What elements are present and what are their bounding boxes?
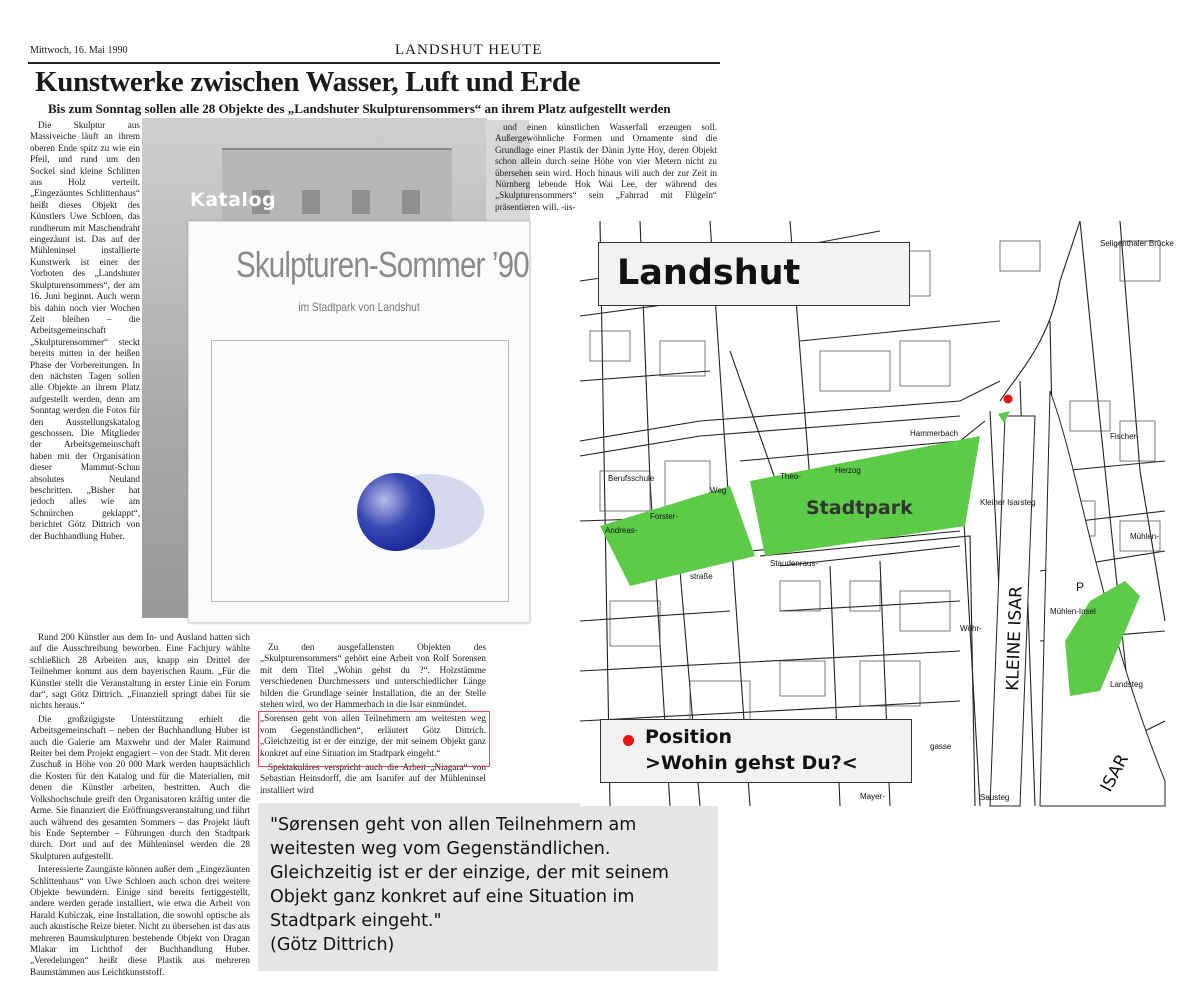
photo-window [352,190,370,214]
map-title: Landshut [617,253,801,293]
label-berufsschule: Berufsschule [608,474,655,483]
position-dot-icon [623,735,634,746]
label-gasse: gasse [930,742,952,751]
catalog-sphere-graphic [339,462,489,572]
quote-author: (Götz Dittrich) [270,935,395,955]
position-marker [1004,395,1013,404]
quote-text: "Sørensen geht von allen Teilnehmern am weitesten weg vom Gegenständlichen. Gleichzeitig ist er der einzige, der mit seinem Objekt ganz konkret auf eine Situation im Stadtpark eingeht." [270,815,669,931]
quote-highlight-box [258,711,490,767]
label-parking: P [1076,580,1085,594]
label-strasse: straße [690,572,713,581]
label-muehlen: Mühlen- [1130,532,1159,541]
label-theo: Theo- [780,472,801,481]
label-mayer: Mayer- [860,792,885,801]
label-kleiner-isarsteg: Kleiner Isarsteg [980,498,1036,507]
catalog-title: Skulpturen-Sommer ’90 [236,244,529,285]
article-paragraph: und einen künstlichen Wasserfall erzeugen soll. Außergewöhnliche Formen und Ornamente sind die Grundlage einer Plastik der Dänin Jytte Hoy, deren Objekt schon allein durch seine Höhe von vier Metern nicht zu übersehen sein wird. Hoch hinaus will auch der zur Zeit in Nürnberg lebende Hok Wai Lee, der während des „Skulpturensommers“ sein „Fahrrad mit Flügeln“ präsentieren will. -üs- [495,122,717,212]
article-paragraph: Spektakuläres verspricht auch die Arbeit „Niagara“ von Sebastian Heinsdorff, die am Isarufer auf der Mühleninsel installiert wird [260,762,486,795]
article-paragraph: Interessierte Zaungäste können außer dem „Eingezäunten Schlittenhaus“ von Uwe Schloen auch schon drei weitere Objekte bewundern. Einige sind bereits fertiggestellt, andere werden gerade installiert, wie etwa die Arbeit von Harald Kubiczak, eine Installation, die sowohl optische als auch akustische Reize bietet. Nicht zu übersehen ist das aus mehreren Baumskulpturen bestehende Objekt von Dragan Mlakar im Lichthof der Buchhandlung Huber. „Veredelungen“ heißt diese Plastik aus mehreren Baumstämmen aus Leichtkunststoff. [30,864,250,977]
photo-window [302,190,320,214]
label-muehlen-insel: Mühlen-Insel [1050,607,1096,616]
label-forster: Forster- [650,512,678,521]
newspaper-date: Mittwoch, 16. Mai 1990 [30,45,128,56]
river-label-isar: ISAR [1096,751,1133,796]
quote-text-block [270,813,715,957]
left-column-top [30,120,140,640]
article-paragraph: Rund 200 Künstler aus dem In- und Ausland hatten sich auf die Ausschreibung beworben. Eine Fachjury wählte schließlich 28 Arbeiten aus, knapp ein Drittel der Teilnehmer kommt aus dem bayerischen Raum. „Für die Künstler stellt die Veranstaltung in erster Linie ein Forum dar“, sagt Götz Dittrich. „Finanziell springt dabei für sie nichts heraus.“ [30,632,250,711]
highlighted-quote: „Sorensen geht von allen Teilnehmern am weitesten weg vom Gegenständlichen“, erläutert Götz Dittrich. „Gleichzeitig ist er der einzige, der mit seinem Objekt ganz konkret auf eine Situation im Stadtpark eingeht.“ [260,713,486,758]
masthead-rule [28,62,720,64]
newspaper-headline: Kunstwerke zwischen Wasser, Luft und Erde [35,66,581,98]
map-title-box [598,242,910,306]
label-herzog: Herzog [835,466,861,475]
label-fischer: Fischer- [1110,432,1139,441]
article-paragraph: Die großzügigste Unterstützung erhielt die Arbeitsgemeinschaft – neben der Buchhandlung Huber ist auch die Galerie am Maxwehr und der Maler Raimund Reiter bei dem Projekt engagiert – von der Stadt. Mit deren Zuschuß in Höhe von 20 000 Mark werden hauptsächlich die Kosten für den Katalog und für die Materialien, mit denen die Künstler arbeiten, bestritten. Auch die Volkshochschule greift den Organisatoren kräftig unter die Arme. Sie finanziert die Eröffnungsveranstaltung und führt auch während des gesamten Sommers – das Projekt läuft bis Ende September – Führungen durch den Stadtpark durch. Dort und auf der Mühleninsel werden die 28 Skulpturen aufgestellt. [30,713,250,861]
left-column-bottom [30,632,250,977]
catalog-label: Katalog [190,189,277,211]
position-label: Position [645,726,732,748]
article-paragraph: Zu den ausgefallensten Objekten des „Skulpturensommers“ gehört eine Arbeit von Rolf Sorensen mit dem Titel „Wohin gehst du ?“. Holzstämme verschiedenen Durchmessers und unterschiedlicher Länge bilden die Grundlage seiner Installation, die an der Stelle stehen wird, wo der Hammerbach in die Isar einmündet. [260,642,486,710]
article-paragraph: Die Skulptur aus Massiveiche läuft an ihrem oberen Ende spitz zu wie ein Pfeil, und rund um den Sockel sind kleine Schlitten aus Holz verteilt. „Eingezäuntes Schlittenhaus“ heißt dieses Objekt des Künstlers Uwe Schloen, das rundherum mit Maschendraht eingezäunt ist. Das auf der Mühleninsel installierte Kunstwerk ist einer der Vorboten des „Landshuter Skulpturensommers“, der am 16. Juni beginnt. Auch wenn bis dahin noch vier Wochen Zeit bleiben – die Arbeitsgemeinschaft „Skulpturensommer“ steckt bereits mitten in der heißen Phase der Vorbereitungen. In den nächsten Tagen sollen alle Objekte an ihrem Platz aufgestellt werden, denn am Sonntag werden die Fotos für den Ausstellungskatalog geschossen. Die Mitglieder der Arbeitsgemeinschaft haben mit der Organisation dieser Mammut-Schau absolutes Neuland beschritten. „Bisher hat jedoch alles wie am Schnürchen geklappt“, berichtet Götz Dittrich von der Buchhandlung Huber. [30,120,140,541]
label-seligenthaler: Seligenthaler Brücke [1100,239,1174,248]
river-label-kleine-isar: KLEINE ISAR [1003,585,1027,692]
label-landsteg: Landsteg [1110,680,1143,689]
label-weg: Weg [710,486,727,495]
newspaper-subheadline: Bis zum Sonntag sollen alle 28 Objekte des „Landshuter Skulpturensommers“ an ihrem Platz aufgestellt werden [48,101,671,116]
catalog-cover [188,221,530,623]
label-wohr: Wöhr- [960,624,982,633]
position-legend-box [600,719,912,783]
sphere [357,473,435,551]
catalog-subtitle: im Stadtpark von Landshut [298,300,420,314]
label-hammerbach: Hammerbach [910,429,959,438]
stadtpark-label: Stadtpark [806,497,913,519]
right-column-top [495,122,717,218]
label-sausteg: Sausteg [980,793,1010,802]
artwork-label: >Wohin gehst Du?< [645,752,858,774]
label-andreas: Andreas- [605,526,638,535]
label-staudenraus: Staudenraus- [770,559,819,568]
photo-window [402,190,420,214]
newspaper-masthead: LANDSHUT HEUTE [395,42,543,58]
